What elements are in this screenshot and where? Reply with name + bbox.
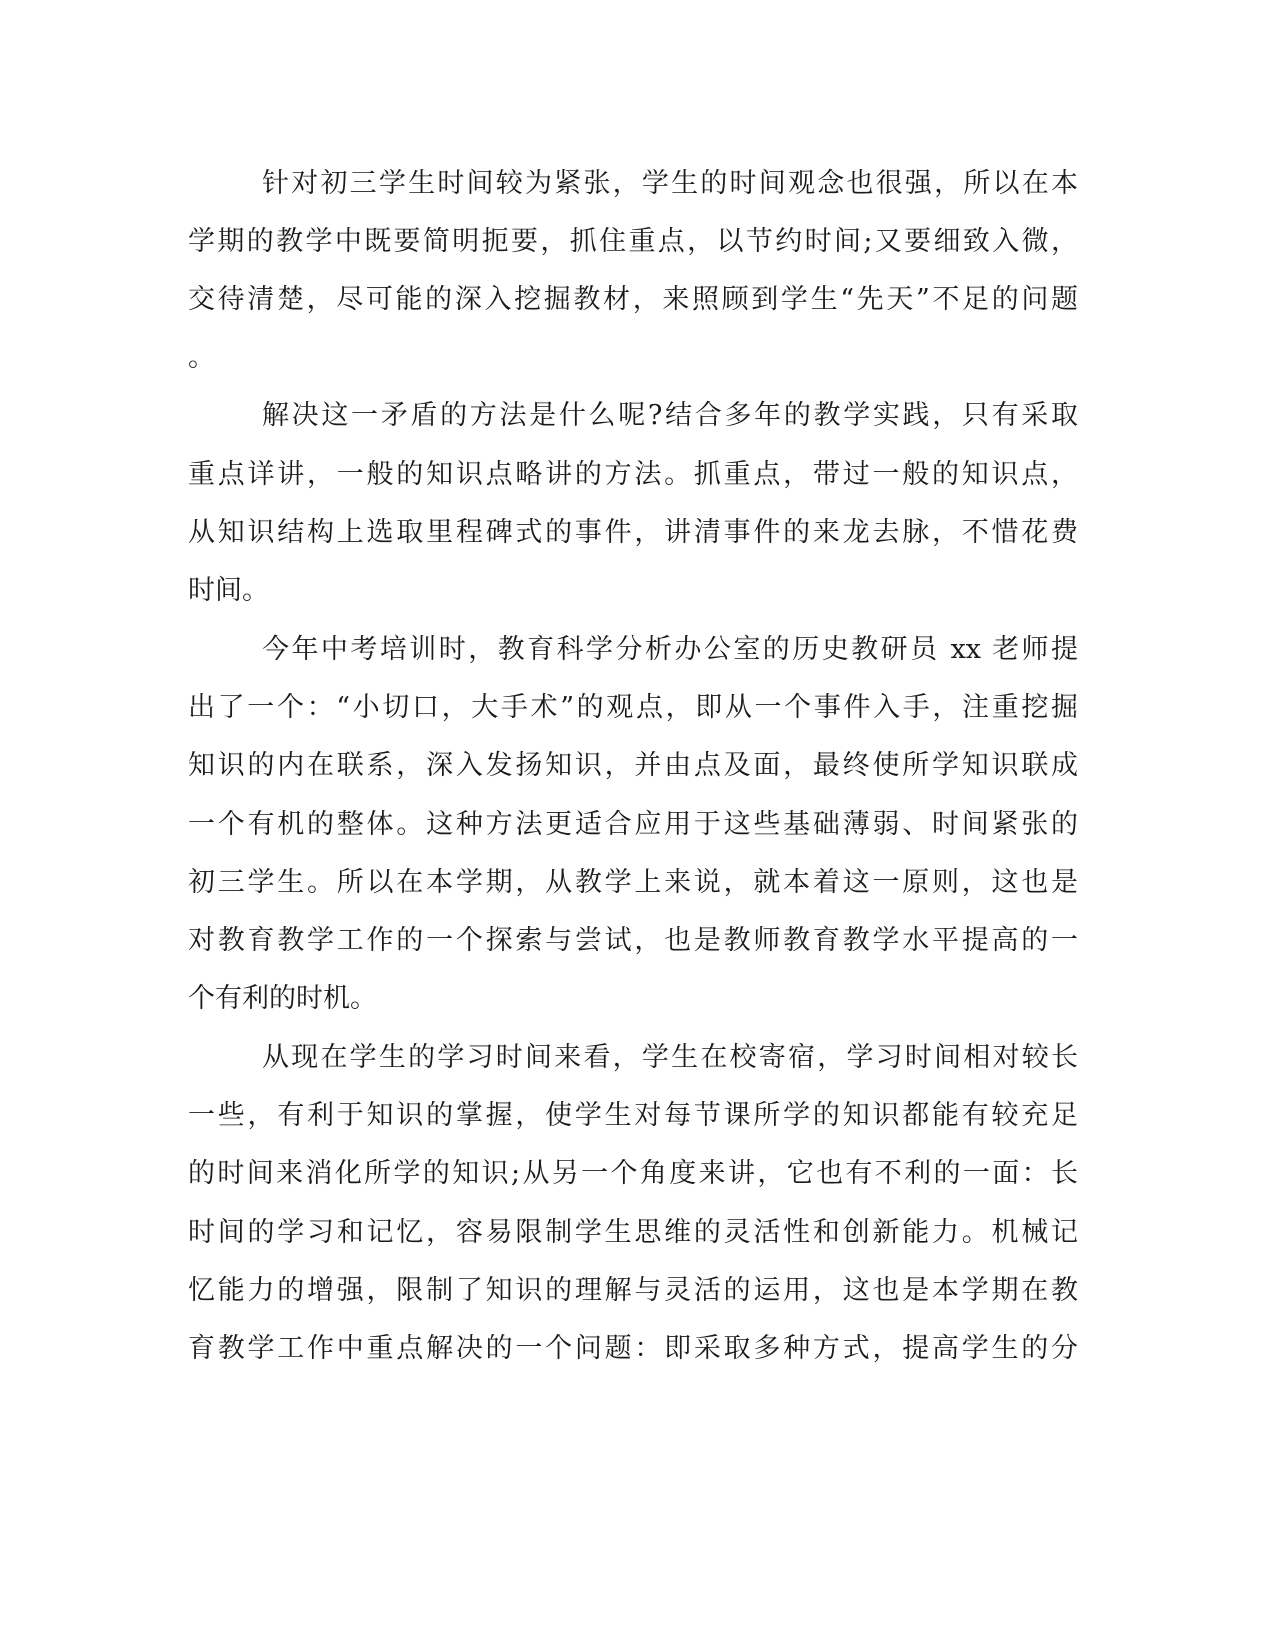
paragraph-4-line-1: 从现在学生的学习时间来看，学生在校寄宿，学习时间相对较长 [262, 1042, 1078, 1073]
paragraph-3-line-4: 一个有机的整体。这种方法更适合应用于这些基础薄弱、时间紧张的 [188, 809, 1078, 840]
paragraph-3-line-5: 初三学生。所以在本学期，从教学上来说，就本着这一原则，这也是 [188, 867, 1078, 898]
paragraph-1-line-4: 。 [188, 342, 215, 373]
paragraph-2-line-1: 解决这一矛盾的方法是什么呢?结合多年的教学实践，只有采取 [262, 400, 1078, 431]
paragraph-4-line-4: 时间的学习和记忆，容易限制学生思维的灵活性和创新能力。机械记 [188, 1217, 1078, 1248]
paragraph-2-line-3: 从知识结构上选取里程碑式的事件，讲清事件的来龙去脉，不惜花费 [188, 517, 1078, 548]
paragraph-4-line-2: 一些，有利于知识的掌握，使学生对每节课所学的知识都能有较充足 [188, 1100, 1078, 1131]
paragraph-3-line-2: 出了一个：“小切口，大手术”的观点，即从一个事件入手，注重挖掘 [188, 692, 1078, 723]
paragraph-3-line-6: 对教育教学工作的一个探索与尝试，也是教师教育教学水平提高的一 [188, 925, 1078, 956]
paragraph-3-line-7: 个有利的时机。 [188, 983, 377, 1014]
paragraph-2-line-2: 重点详讲，一般的知识点略讲的方法。抓重点，带过一般的知识点， [188, 459, 1078, 490]
paragraph-4-line-6: 育教学工作中重点解决的一个问题：即采取多种方式，提高学生的分 [188, 1333, 1078, 1364]
paragraph-4-line-5: 忆能力的增强，限制了知识的理解与灵活的运用，这也是本学期在教 [188, 1275, 1078, 1306]
paragraph-4-line-3: 的时间来消化所学的知识;从另一个角度来讲，它也有不利的一面：长 [188, 1158, 1078, 1189]
paragraph-1-line-3: 交待清楚，尽可能的深入挖掘教材，来照顾到学生“先天”不足的问题 [188, 284, 1078, 315]
paragraph-2-line-4: 时间。 [188, 575, 269, 606]
paragraph-3-line-3: 知识的内在联系，深入发扬知识，并由点及面，最终使所学知识联成 [188, 750, 1078, 781]
paragraph-1-line-1: 针对初三学生时间较为紧张，学生的时间观念也很强，所以在本 [262, 168, 1078, 199]
paragraph-3-line-1: 今年中考培训时，教育科学分析办公室的历史教研员 xx 老师提 [262, 634, 1078, 665]
paragraph-1-line-2: 学期的教学中既要简明扼要，抓住重点，以节约时间;又要细致入微， [188, 226, 1078, 257]
